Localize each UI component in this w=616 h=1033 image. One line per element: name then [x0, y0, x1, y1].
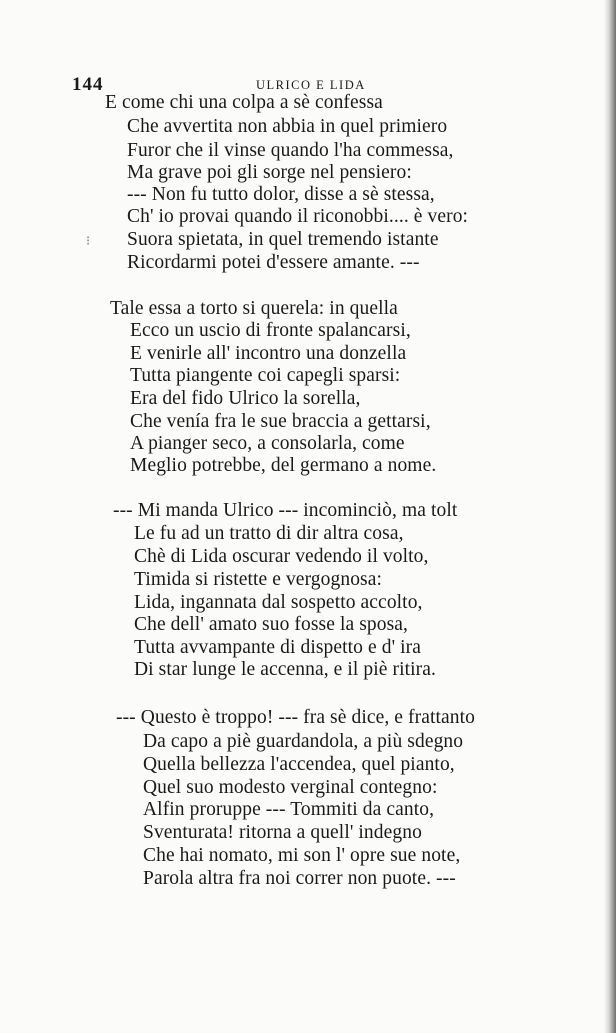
verse-line: Ma grave poi gli sorge nel pensiero: — [127, 162, 412, 183]
verse-line: E come chi una colpa a sè confessa — [105, 92, 383, 113]
verse-line: Tutta piangente coi capegli sparsi: — [130, 365, 401, 386]
verse-line: --- Mi manda Ulrico --- incominciò, ma tolt — [113, 500, 458, 521]
running-title: ULRICO E LIDA — [256, 78, 366, 92]
verse-line: Quel suo modesto verginal contegno: — [143, 777, 438, 798]
verse-line: Quella bellezza l'accendea, quel pianto, — [143, 754, 455, 775]
verse-line: Che avvertita non abbia in quel primiero — [127, 116, 448, 137]
verse-line: Meglio potrebbe, del germano a nome. — [130, 455, 437, 476]
verse-line: --- Questo è troppo! --- fra sè dice, e frattanto — [116, 707, 475, 728]
verse-line: Parola altra fra noi correr non puote. --- — [143, 868, 456, 889]
page-number: 144 — [72, 74, 104, 95]
verse-line: Da capo a piè guardandola, a più sdegno — [143, 731, 464, 752]
verse-line: Ricordarmi potei d'essere amante. --- — [127, 252, 420, 273]
verse-line: Ch' io provai quando il riconobbi.... è vero: — [127, 206, 469, 227]
verse-line: Furor che il vinse quando l'ha commessa, — [127, 140, 454, 161]
margin-mark: ⁝ — [86, 233, 91, 248]
verse-line: Ecco un uscio di fronte spalancarsi, — [130, 320, 411, 341]
verse-line: --- Non fu tutto dolor, disse a sè stessa, — [127, 184, 435, 205]
verse-line: Tutta avvampante di dispetto e d' ira — [134, 637, 422, 658]
verse-line: Tale essa a torto si querela: in quella — [110, 298, 398, 319]
verse-line: Chè di Lida oscurar vedendo il volto, — [134, 546, 429, 567]
verse-line: A pianger seco, a consolarla, come — [130, 433, 405, 454]
verse-line: Di star lunge le accenna, e il piè ritira. — [134, 659, 436, 680]
verse-line: Che venía fra le sue braccia a gettarsi, — [130, 411, 431, 432]
verse-line: Alfin proruppe --- Tommiti da canto, — [143, 799, 435, 820]
verse-line: Che hai nomato, mi son l' opre sue note, — [143, 845, 461, 866]
verse-line: Sventurata! ritorna a quell' indegno — [143, 822, 422, 843]
verse-line: E venirle all' incontro una donzella — [130, 343, 407, 364]
verse-line: Era del fido Ulrico la sorella, — [130, 388, 361, 409]
page-edge-shadow — [604, 0, 616, 1033]
verse-line: Suora spietata, in quel tremendo istante — [127, 229, 439, 250]
verse-line: Le fu ad un tratto di dir altra cosa, — [134, 523, 404, 544]
verse-line: Timida si ristette e vergognosa: — [134, 569, 383, 590]
verse-line: Lida, ingannata dal sospetto accolto, — [134, 592, 423, 613]
verse-line: Che dell' amato suo fosse la sposa, — [134, 614, 409, 635]
